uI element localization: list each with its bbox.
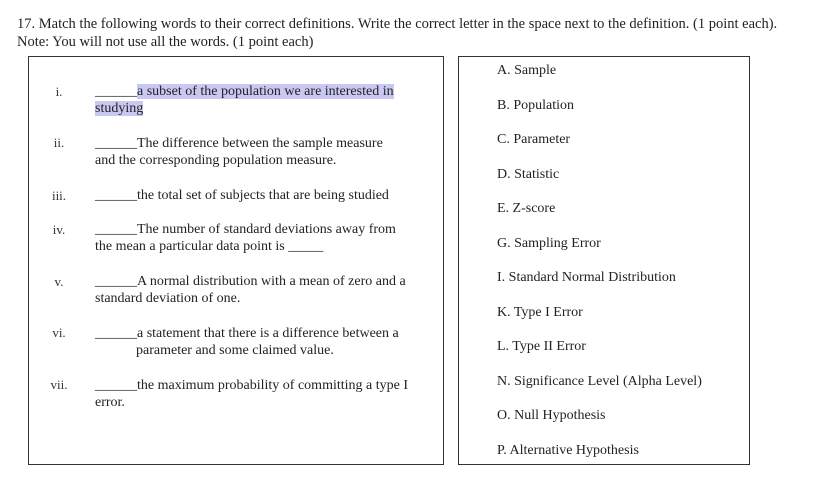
definition-text: The number of standard deviations away from [137,222,396,237]
word-option: D. Statistic [497,167,560,182]
definition-text-cont: standard deviation of one. [95,291,241,306]
definition-item [95,187,389,204]
question-instructions: 17. Match the following words to their correct definitions. Write the correct letter in the space next to the definition. (1 point each). [17,16,778,32]
definition-text: The difference between the sample measure [137,136,383,151]
answer-blank[interactable]: ______ [95,222,137,237]
word-option: E. Z-score [497,201,556,216]
definition-item [95,325,399,359]
definition-text: the total set of subjects that are being studied [137,188,389,203]
definition-number: iii. [51,188,67,203]
definition-item [95,135,383,169]
answer-blank[interactable]: ______ [95,136,137,151]
definition-number: iv. [52,222,66,237]
word-option: O. Null Hypothesis [497,408,606,423]
definition-number: i. [55,84,63,99]
definition-text: a statement that there is a difference between a [137,326,399,341]
definition-number: ii. [53,135,65,150]
definition-number: v. [54,274,64,289]
definition-number: vii. [50,377,68,392]
word-option: C. Parameter [497,132,571,147]
answer-blank[interactable]: ______ [95,326,137,341]
definition-number: vi. [52,325,66,340]
answer-blank[interactable]: ______ [95,274,137,289]
definition-text-cont: parameter and some claimed value. [136,343,334,358]
word-option: B. Population [497,98,575,113]
definition-item [95,273,406,307]
definition-item [95,221,396,255]
definition-text: A normal distribution with a mean of zero and a [137,274,406,289]
answer-blank[interactable]: ______ [95,84,137,99]
definition-text-cont: the mean a particular data point is _____ [95,239,324,254]
answer-blank[interactable]: ______ [95,188,137,203]
definition-text-cont: studying [95,101,144,116]
word-option: K. Type I Error [497,305,583,320]
word-option: A. Sample [497,63,557,78]
word-option: I. Standard Normal Distribution [497,270,676,285]
answer-blank[interactable]: ______ [95,378,137,393]
definition-item [95,377,408,411]
definition-item [95,83,394,117]
definition-text-cont: error. [95,395,125,410]
question-header [17,15,777,51]
word-option: P. Alternative Hypothesis [497,443,639,458]
definition-text-cont: and the corresponding population measure. [95,153,337,168]
word-bank-box [458,56,750,465]
question-note: Note: You will not use all the words. (1 point each) [17,34,314,50]
definition-text: the maximum probability of committing a type I [137,378,409,393]
word-option: G. Sampling Error [497,236,601,251]
word-option: L. Type II Error [497,339,586,354]
definitions-box [28,56,444,465]
word-option: N. Significance Level (Alpha Level) [497,374,702,389]
definition-text: a subset of the population we are interested in [137,84,394,99]
